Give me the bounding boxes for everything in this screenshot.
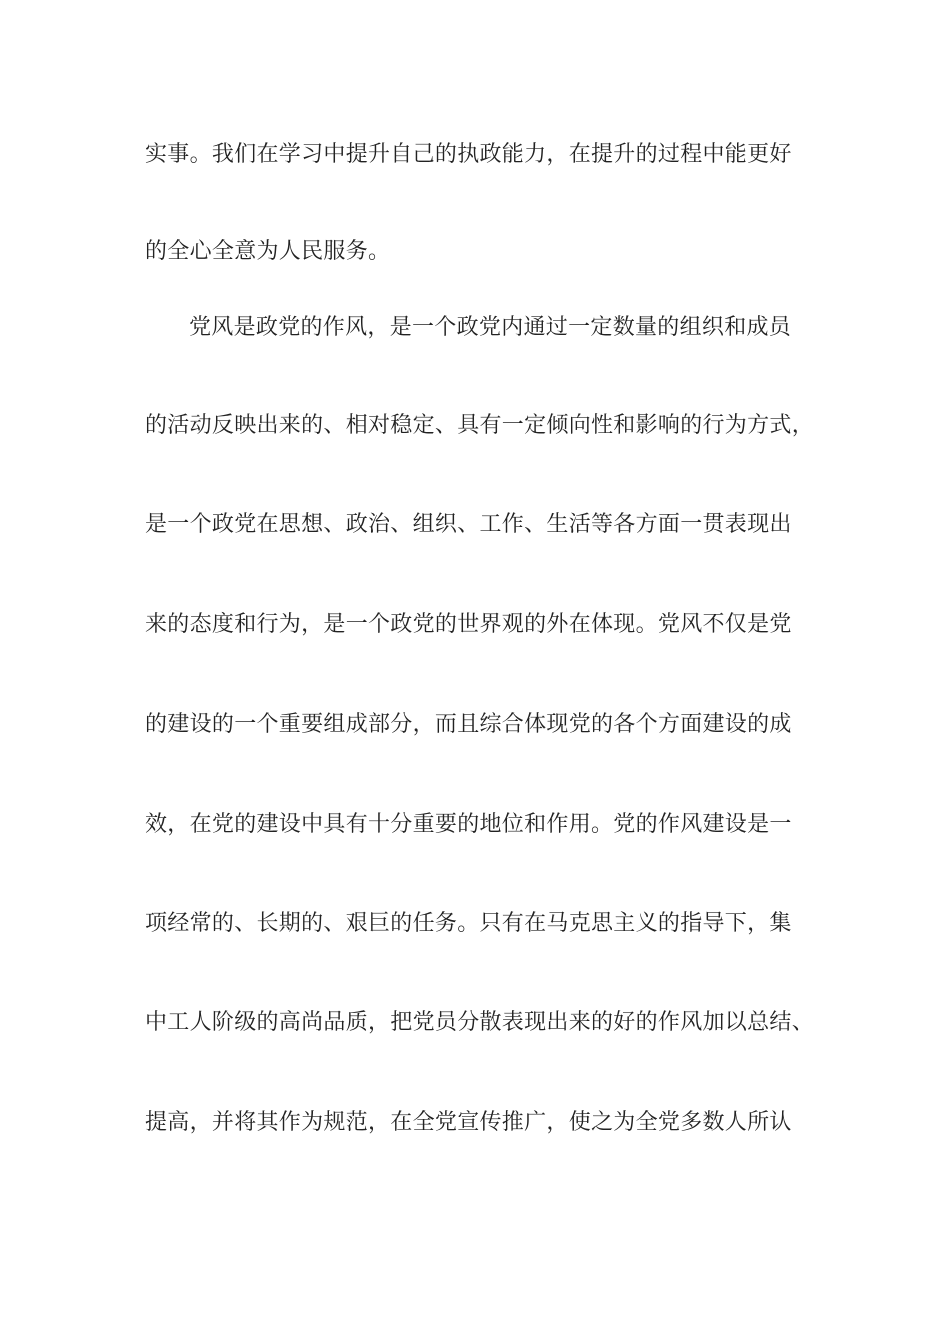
text-line: 来的态度和行为，是一个政党的世界观的外在体现。党风不仅是党	[145, 612, 792, 637]
text-line: 效，在党的建设中具有十分重要的地位和作用。党的作风建设是一	[145, 812, 792, 837]
text-line: 的建设的一个重要组成部分，而且综合体现党的各个方面建设的成	[145, 712, 792, 737]
text-line: 的全心全意为人民服务。	[145, 239, 391, 264]
text-line: 是一个政党在思想、政治、组织、工作、生活等各方面一贯表现出	[145, 512, 792, 537]
text-line: 实事。我们在学习中提升自己的执政能力，在提升的过程中能更好	[145, 142, 792, 167]
text-line: 提高，并将其作为规范，在全党宣传推广，使之为全党多数人所认	[145, 1110, 792, 1135]
text-line: 中工人阶级的高尚品质，把党员分散表现出来的好的作风加以总结、	[145, 1010, 815, 1035]
paragraph-first-line: 党风是政党的作风，是一个政党内通过一定数量的组织和成员	[189, 315, 792, 340]
text-line: 的活动反映出来的、相对稳定、具有一定倾向性和影响的行为方式，	[145, 413, 815, 438]
text-line: 项经常的、长期的、艰巨的任务。只有在马克思主义的指导下，集	[145, 911, 792, 936]
